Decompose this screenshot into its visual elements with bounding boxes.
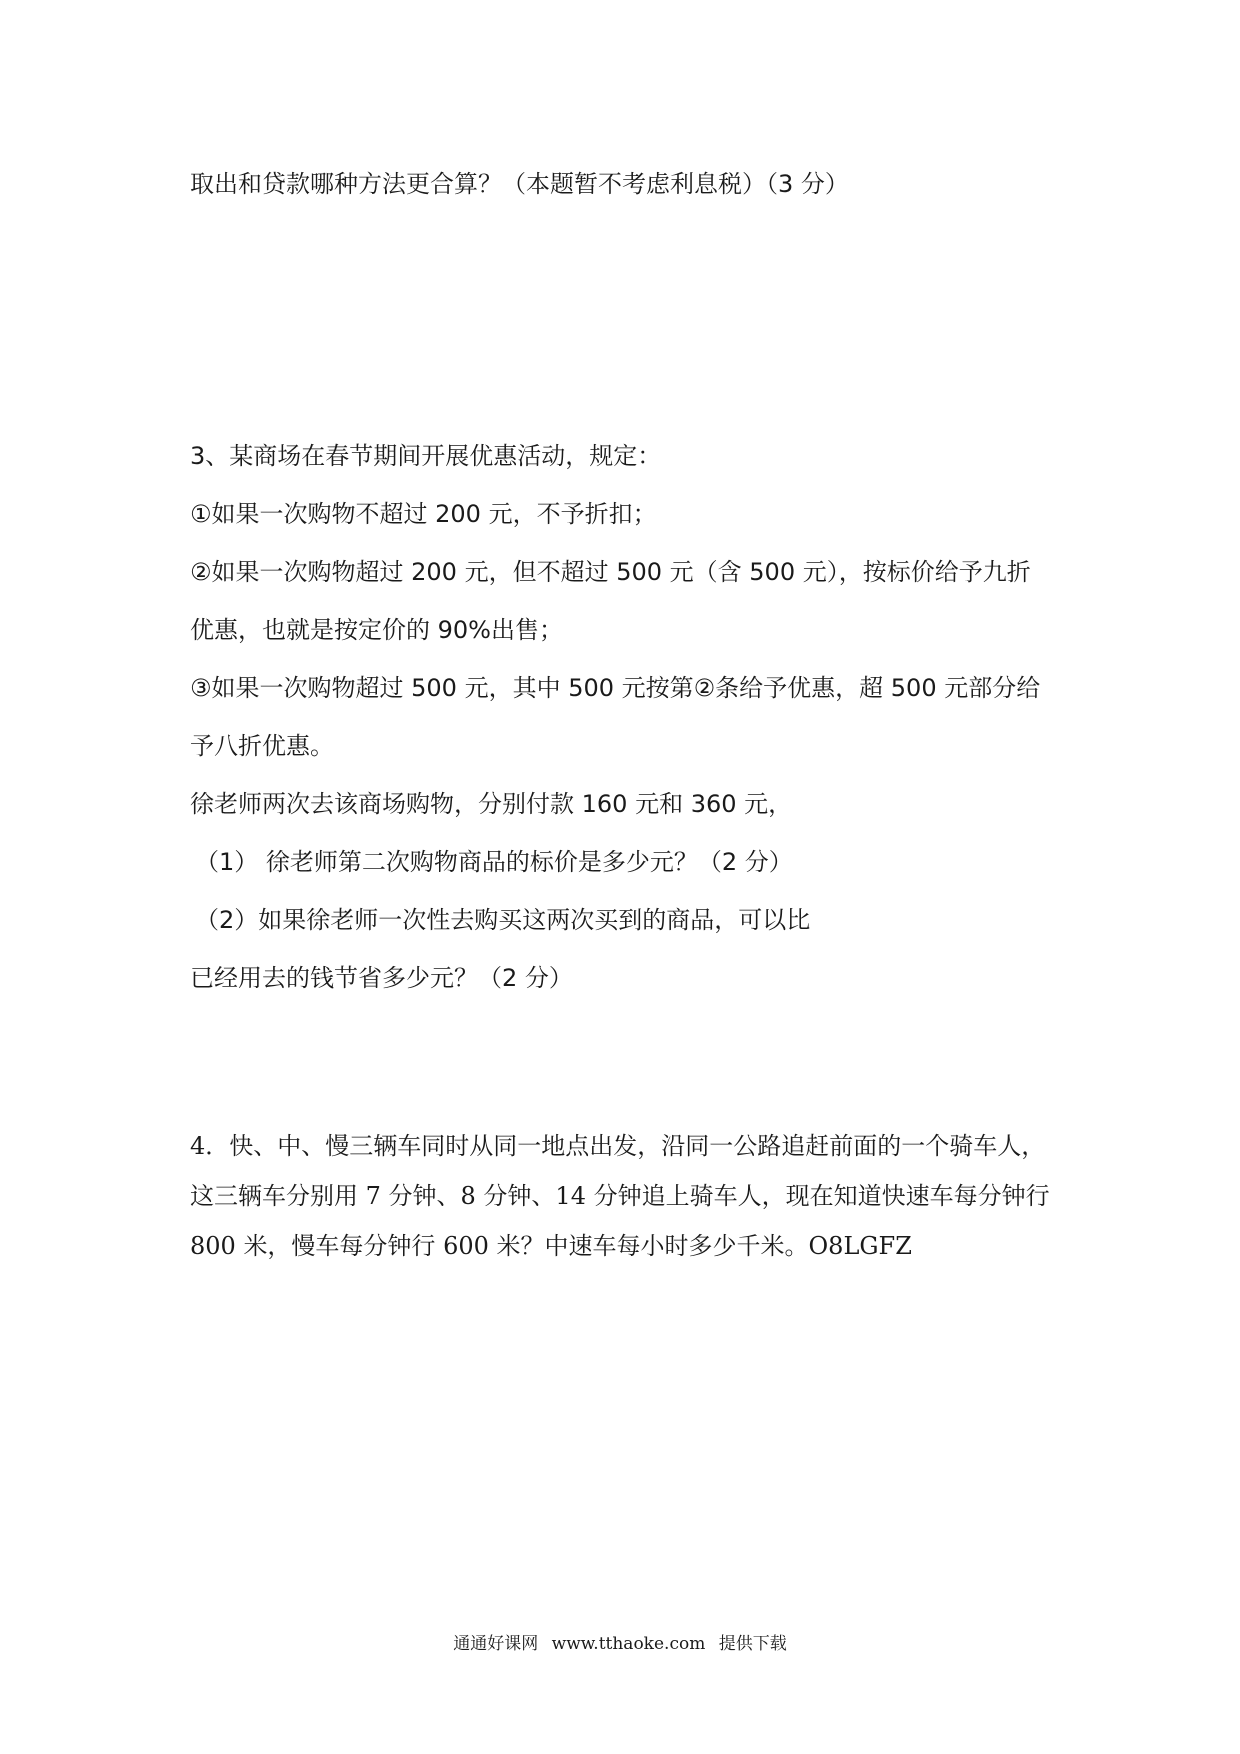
- question-3-rule-1: ①如果一次购物不超过 200 元，不予折扣；: [190, 500, 657, 528]
- footer-site-name: 通通好课网: [453, 1634, 539, 1654]
- question-3-rule-2-line-2: 优惠，也就是按定价的 90%出售；: [190, 616, 563, 644]
- question-3-sub-2-line-1: （2）如果徐老师一次性去购买这两次买到的商品，可以比: [195, 906, 811, 934]
- question-4-line-1: 4．快、中、慢三辆车同时从同一地点出发，沿同一公路追赶前面的一个骑车人，: [190, 1132, 1046, 1160]
- question-3-rule-3-line-2: 予八折优惠。: [190, 732, 334, 760]
- question-3-title: 3、某商场在春节期间开展优惠活动，规定：: [190, 442, 662, 470]
- question-3-sub-1: （1） 徐老师第二次购物商品的标价是多少元？（2 分）: [195, 848, 793, 876]
- question-2-tail: 取出和贷款哪种方法更合算？（本题暂不考虑利息税）（3 分）: [190, 170, 849, 198]
- question-4-line-3: 800 米，慢车每分钟行 600 米？中速车每小时多少千米。O8LGFZ: [190, 1232, 912, 1260]
- question-3-context: 徐老师两次去该商场购物，分别付款 160 元和 360 元，: [190, 790, 793, 818]
- question-3-rule-3-line-1: ③如果一次购物超过 500 元，其中 500 元按第②条给予优惠，超 500 元部分给: [190, 674, 1041, 702]
- question-4-line-2: 这三辆车分别用 7 分钟、8 分钟、14 分钟追上骑车人，现在知道快速车每分钟行: [190, 1182, 1050, 1210]
- question-3-sub-2-line-2: 已经用去的钱节省多少元？（2 分）: [190, 964, 573, 992]
- page-footer: [0, 1632, 1240, 1656]
- footer-note: 提供下载: [718, 1634, 787, 1654]
- footer-url[interactable]: www.tthaoke.com: [551, 1634, 706, 1654]
- question-3-rule-2-line-1: ②如果一次购物超过 200 元，但不超过 500 元（含 500 元），按标价给予九折: [190, 558, 1031, 586]
